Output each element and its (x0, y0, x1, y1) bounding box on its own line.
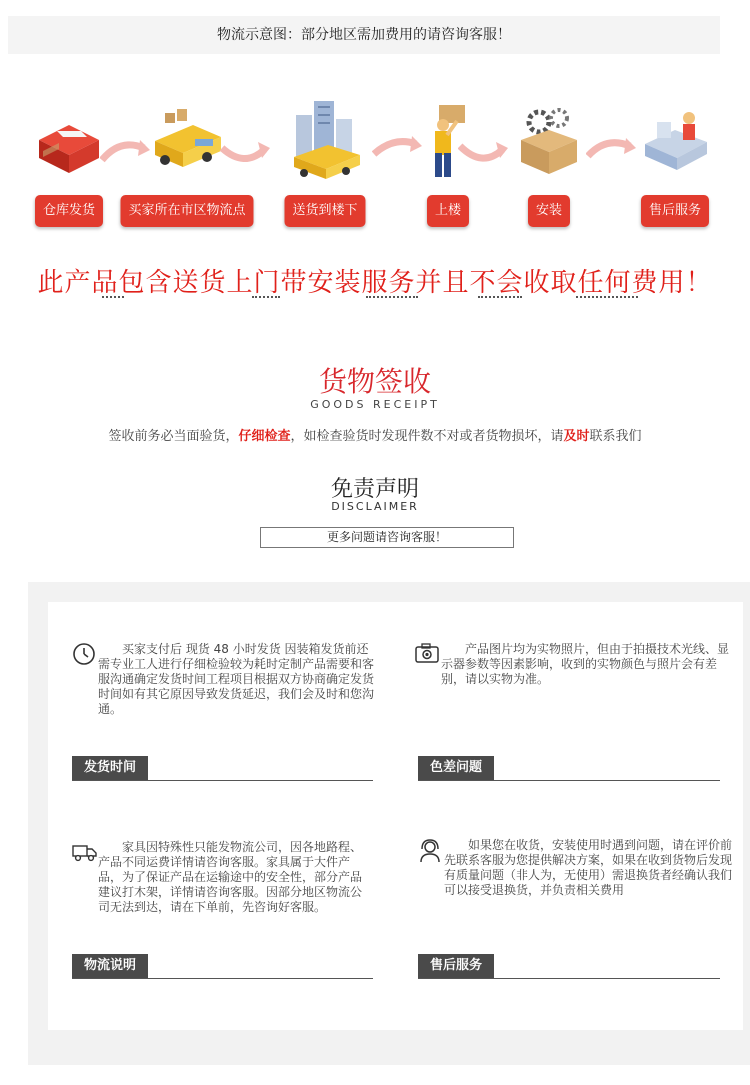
card-color-difference (415, 642, 740, 787)
card-label: 售后服务 (418, 954, 494, 978)
flow-step-label: 售后服务 (641, 195, 709, 227)
clock-icon (72, 642, 98, 668)
card-after-sales (418, 838, 740, 985)
logistics-flow (0, 85, 750, 245)
flow-step-after-sales (620, 85, 730, 235)
card-text: 产品图片均为实物照片，但由于拍摄技术光线、显示器参数等因素影响，收到的实物颜色与照片会有差别，请以实物为准。 (441, 642, 730, 686)
note-text: ，如检查验货时发现件数不对或者货物损坏，请 (290, 429, 564, 444)
camera-icon (415, 642, 441, 668)
flow-step-label: 安装 (528, 195, 570, 227)
card-divider (418, 978, 720, 979)
disclaimer-subtitle: DISCLAIMER (331, 500, 419, 513)
goods-receipt-title: 货物签收 (318, 365, 431, 398)
truck-icon (72, 840, 98, 866)
flow-step-downstairs (270, 85, 380, 235)
card-text: 买家支付后 现货 48 小时发货 因装箱发货前还需专业工人进行仔细检验较为耗时定制产品需要和客服沟通确定发货时间工程项目根据双方协商确定发货时间如有其它原因导致发货延迟，我们会及时和您沟通。 (98, 642, 375, 716)
card-shipping-time (72, 642, 377, 787)
consult-service-box: 更多问题请咨询客服！ (260, 527, 514, 548)
card-text: 如果您在收货，安装使用时遇到问题，请在评价前先联系客服为您提供解决方案，如果在收到货物后发现有质量问题（非人为，无使用）需退换货者经确认我们可以接受退换货，并负责相关费用 (444, 838, 733, 897)
disclaimer-title: 免责声明 (330, 477, 419, 502)
building-truck-icon (270, 95, 380, 185)
arrow-swoosh-icon (220, 130, 270, 170)
card-text: 家具因特殊性只能发物流公司，因各地路程、产品不同运费详情请咨询客服。家具属于大件产品，为了保证产品在运输途中的安全性，部分产品建议打木架，详情请咨询客服。因部分地区物流公司无法到达，请在下单前，先咨询好客服。 (98, 840, 363, 914)
card-label: 发货时间 (72, 756, 148, 780)
headset-icon (418, 838, 444, 864)
card-label: 色差问题 (418, 756, 494, 780)
card-divider (72, 780, 373, 781)
flow-step-label: 上楼 (427, 195, 469, 227)
card-logistics-notes (72, 840, 377, 985)
card-divider (418, 780, 720, 781)
top-banner: 物流示意图：部分地区需加费用的请咨询客服！ (8, 16, 720, 54)
free-service-slogan: 此产品包含送货上门带安装服务并且不会收取任何费用！ (37, 268, 713, 298)
card-label: 物流说明 (72, 954, 148, 978)
card-divider (72, 978, 373, 979)
note-highlight: 仔细检查 (238, 429, 291, 444)
note-highlight: 及时 (563, 429, 590, 444)
flow-step-label: 买家所在市区物流点 (120, 195, 253, 227)
note-text: 联系我们 (589, 429, 642, 444)
flow-step-label: 仓库发货 (35, 195, 103, 227)
goods-receipt-subtitle: GOODS RECEIPT (310, 398, 440, 411)
note-text: 签收前务必当面验货， (108, 429, 239, 444)
after-sales-icon (620, 95, 730, 185)
flow-step-label: 送货到楼下 (284, 195, 365, 227)
goods-receipt-note (0, 425, 750, 444)
